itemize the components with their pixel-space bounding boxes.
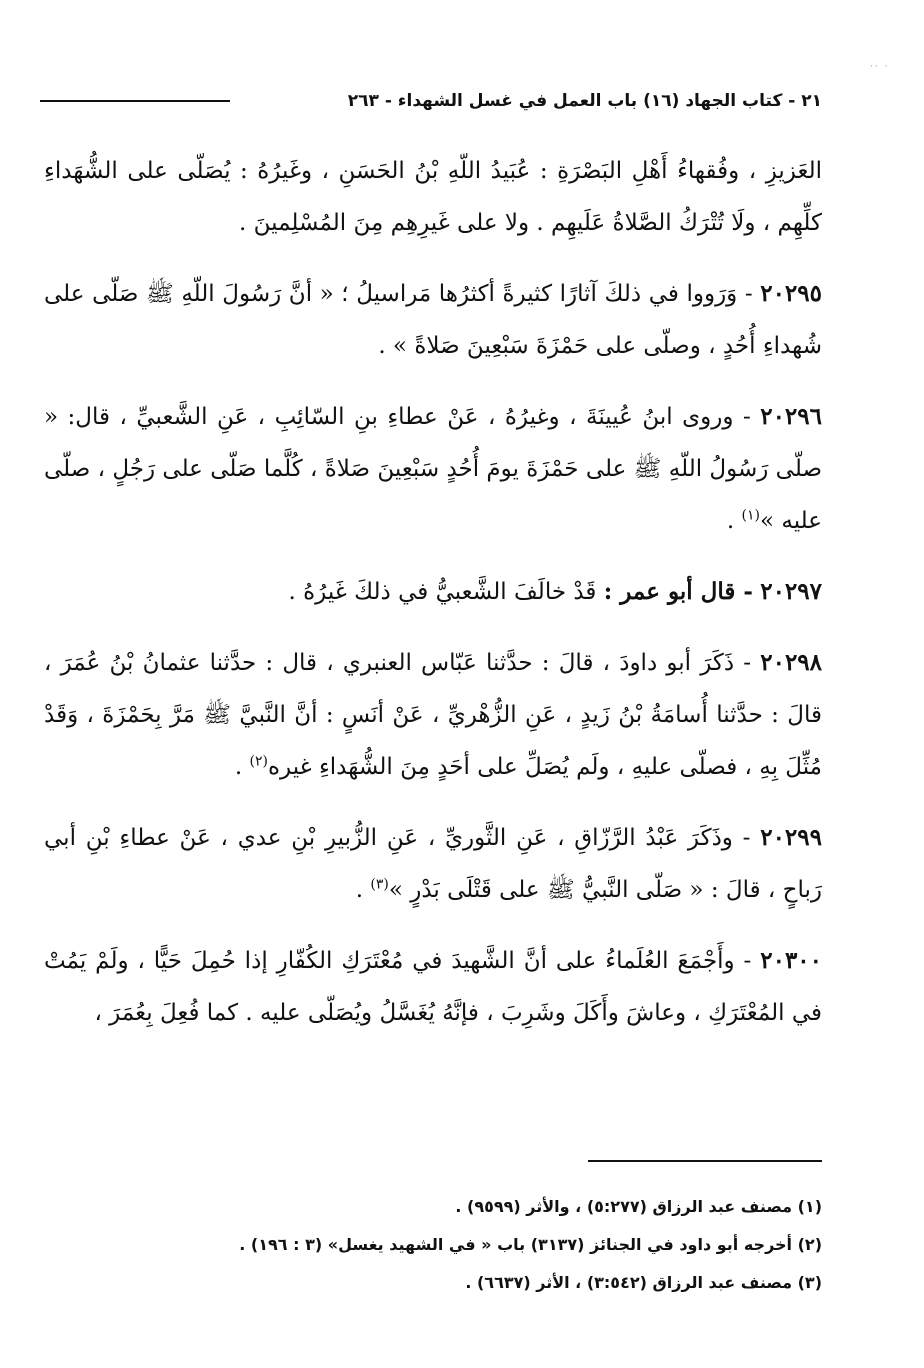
footnote-reference[interactable]: (٢) <box>249 753 268 770</box>
paragraph-speaker: - قال أبو عمر : <box>603 578 753 605</box>
paragraph-text: - وروى ابنُ عُيينَةَ ، وغيرُهُ ، عَنْ عطاءِ بنِ السّائِبِ ، عَنِ الشَّعبيِّ ، قال: « صلّى رَسُولُ اللّهِ ﷺ على حَمْزَةَ يومَ أُحُدٍ سَبْعِينَ صَلاةً ، كُلَّما صَلّى على رَجُلٍ ، صلّى عليه » <box>43 404 822 534</box>
footnote-reference[interactable]: (١) <box>741 507 760 524</box>
main-text <box>44 145 822 1058</box>
running-title: ٢١ - كتاب الجهاد (١٦) باب العمل في غسل الشهداء - ٢٦٣ <box>347 91 822 111</box>
paragraph-text: - وذَكَرَ عَبْدُ الرَّزّاقِ ، عَنِ الثَّوريِّ ، عَنِ الزُّبيرِ بْنِ عدي ، عَنْ عطاءِ بْنِ أبي رَباحٍ ، قالَ : « صَلّى النَّبيُّ ﷺ على قَتْلَى بَدْرٍ » <box>44 825 822 903</box>
paragraph <box>44 812 822 916</box>
paragraph-text: - ذَكَرَ أبو داودَ ، قالَ : حدَّثنا عَبّاس العنبري ، قال : حدَّثنا عثمانُ بْنُ عُمَرَ ، قالَ : حدَّثنا أُسامَةُ بْنُ زَيدٍ ، عَنِ الزُّهْريِّ ، عَنْ أنَسٍ : أنَّ النَّبيَّ ﷺ مَرَّ بِحَمْزَةَ ، وَقَدْ مُثِّلَ بِهِ ، فصلّى عليهِ ، ولَم يُصَلِّ على أحَدٍ مِنَ الشُّهَداءِ غيره <box>44 650 822 780</box>
paragraph-text: - وَرَووا في ذلكَ آثارًا كثيرةً أكثرُها مَراسيلُ ؛ « أنَّ رَسُولَ اللّهِ ﷺ صَلّى على شُهداءِ أُحُدٍ ، وصلّى على حَمْزَةَ سَبْعِينَ صَلاةً » . <box>44 281 822 359</box>
footnote: (١) مصنف عبد الرزاق (٥:٢٧٧) ، والأثر (٩٥٩٩) . <box>455 1197 822 1216</box>
header-rule <box>40 100 230 102</box>
paragraph-number: ٢٠٢٩٩ <box>760 824 822 851</box>
paragraph <box>44 935 822 1039</box>
footnote: (٣) مصنف عبد الرزاق (٣:٥٤٢) ، الأثر (٦٦٣٧) . <box>465 1273 822 1292</box>
paragraph-text: - وأَجْمَعَ العُلَماءُ على أنَّ الشَّهيدَ في مُعْتَرَكِ الكُفّارِ إذا حُمِلَ حَيًّا ، ولَمْ يَمُتْ في المُعْتَرَكِ ، وعاشَ وأَكَلَ وشَرِبَ ، فإنَّهُ يُغَسَّلُ ويُصَلّى عليه . كما فُعِلَ بِعُمَرَ ، <box>44 948 822 1026</box>
footnote: (٢) أخرجه أبو داود في الجنائز (٣١٣٧) باب « في الشهيد يغسل» (٣ : ١٩٦) . <box>239 1235 822 1254</box>
paragraph-text: قَدْ خالَفَ الشَّعبيُّ في ذلكَ غَيرُهُ . <box>288 579 597 605</box>
footnote-reference[interactable]: (٣) <box>370 876 389 893</box>
paragraph-number: ٢٠٢٩٥ <box>760 280 822 307</box>
footnote-separator <box>588 1160 822 1162</box>
paragraph <box>44 391 822 547</box>
corner-mark: ·· · <box>870 62 890 72</box>
paragraph-number: ٢٠٢٩٦ <box>760 403 822 430</box>
paragraph-number: ٢٠٢٩٧ <box>760 578 822 605</box>
paragraph-tail: . <box>355 877 371 903</box>
running-header <box>40 86 822 116</box>
paragraph <box>44 145 822 249</box>
footnotes <box>44 1188 822 1302</box>
paragraph <box>44 268 822 372</box>
paragraph <box>44 566 822 618</box>
paragraph <box>44 637 822 793</box>
paragraph-tail: . <box>234 754 250 780</box>
paragraph-number: ٢٠٣٠٠ <box>760 947 823 974</box>
paragraph-number: ٢٠٢٩٨ <box>760 649 823 676</box>
paragraph-text: العَزيزِ ، وفُقهاءُ أَهْلِ البَصْرَةِ : عُبَيدُ اللّهِ بْنُ الحَسَنِ ، وغَيرُهُ : يُصَلّى على الشُّهَداءِ كلِّهِم ، ولَا تُتْرَكُ الصَّلاةُ عَلَيهِم . ولا على غَيرِهِم مِنَ المُسْلِمينَ . <box>44 158 822 236</box>
paragraph-tail: . <box>726 508 742 534</box>
